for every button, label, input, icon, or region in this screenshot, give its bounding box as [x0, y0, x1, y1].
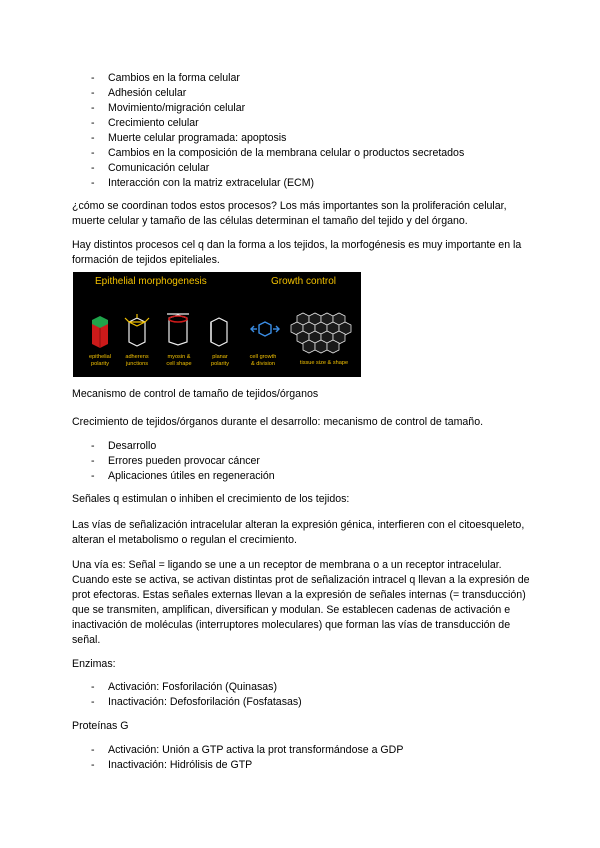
list-item: - Movimiento/migración celular — [91, 101, 464, 116]
enzimas-heading: Enzimas: — [72, 658, 116, 670]
figure-title-epithelial: Epithelial morphogenesis — [95, 276, 207, 287]
list-item: - Cambios en la forma celular — [91, 71, 464, 86]
coordination-paragraph: ¿cómo se coordinan todos estos procesos? Los más importantes son la proliferación celular, muerte celular y tamaño de las células determinan el tamaño del tejido y del órgano. — [72, 200, 507, 227]
enzimas-list — [91, 680, 302, 710]
list-item: - Muerte celular programada: apoptosis — [91, 131, 464, 146]
signal-route-paragraph: Una vía es: Señal = ligando se une a un receptor de membrana o a un receptor intracelular. Cuando este se activa, se activan distintas prot de señalización intracel q llevan a la expresión de prot efectoras. Estas señales externas llevan a la expresión de señales internas (= transducción) que se transmiten, amplifican, diversifican y modulan. Se establecen cadenas de activación e inactivación de moléculas (interruptores moleculares) que forman las vías de transducción de señal. — [72, 559, 530, 646]
growth-list — [91, 439, 275, 484]
signals-paragraph: Señales q estimulan o inhiben el crecimiento de los tejidos: — [72, 493, 350, 505]
list-item: - Inactivación: Defosforilación (Fosfatasas) — [91, 695, 302, 710]
planar-polarity-cell-icon — [211, 318, 227, 346]
figure-label: cell growth & division — [249, 354, 277, 367]
morphogenesis-figure — [73, 272, 361, 377]
list-item: - Adhesión celular — [91, 86, 464, 101]
list-item: - Errores pueden provocar cáncer — [91, 454, 275, 469]
list-item: - Cambios en la composición de la membrana celular o productos secretados — [91, 146, 464, 161]
list-item: - Desarrollo — [91, 439, 275, 454]
list-item: - Activación: Fosforilación (Quinasas) — [91, 680, 302, 695]
pathways-paragraph: Las vías de señalización intracelular alteran la expresión génica, interfieren con el citoesqueleto, alteran el metabolismo o regulan el crecimiento. — [72, 519, 525, 546]
size-control-heading: Mecanismo de control de tamaño de tejidos/órganos — [72, 388, 319, 400]
cell-growth-division-icon — [251, 322, 279, 336]
figure-label: planar polarity — [210, 354, 230, 367]
figure-title-growth: Growth control — [271, 276, 337, 287]
figure-label: adherens junctions — [125, 354, 149, 367]
adherens-junction-cell-icon — [125, 314, 149, 346]
list-item: - Inactivación: Hidrólisis de GTP — [91, 758, 403, 773]
myosin-cell-shape-icon — [167, 314, 189, 345]
list-item: - Crecimiento celular — [91, 116, 464, 131]
proteinas-heading: Proteínas G — [72, 720, 129, 732]
figure-label: tissue size & shape — [299, 360, 349, 366]
tissue-honeycomb-icon — [291, 313, 351, 353]
morphogenesis-paragraph: Hay distintos procesos cel q dan la forma a los tejidos, la morfogénesis es muy importante en la formación de tejidos epiteliales. — [72, 239, 522, 266]
list-item: - Interacción con la matriz extracelular (ECM) — [91, 176, 464, 191]
list-item: - Comunicación celular — [91, 161, 464, 176]
growth-paragraph: Crecimiento de tejidos/órganos durante el desarrollo: mecanismo de control de tamaño. — [72, 416, 484, 428]
figure-label: myosin & cell shape — [166, 354, 192, 367]
epithelial-polarity-cell-icon — [92, 316, 108, 348]
cell-processes-list — [91, 71, 464, 191]
figure-label: epithelial polarity — [88, 354, 112, 367]
list-item: - Activación: Unión a GTP activa la prot transformándose a GDP — [91, 743, 403, 758]
proteinas-list — [91, 743, 403, 773]
list-item: - Aplicaciones útiles en regeneración — [91, 469, 275, 484]
